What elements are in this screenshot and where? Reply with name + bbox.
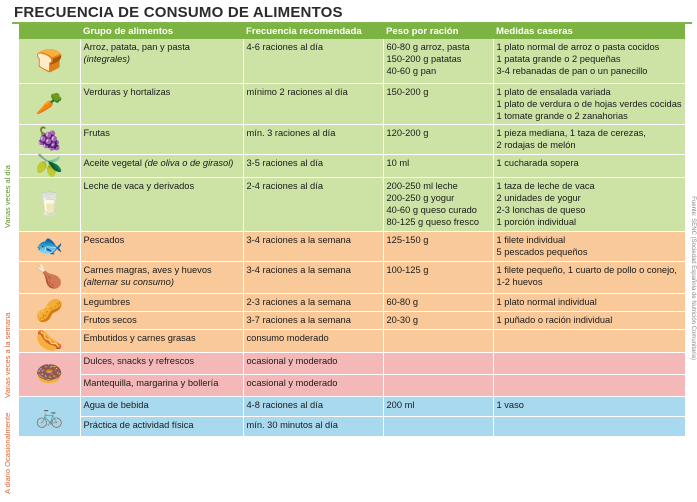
measures-cell bbox=[493, 39, 685, 83]
group-label: Frutos secos bbox=[83, 314, 137, 325]
sweets-icon: 🍩 bbox=[35, 361, 63, 386]
measures-line: 1 puñado o ración individual bbox=[496, 314, 613, 325]
weight-cell bbox=[383, 416, 493, 436]
measures-line: 2-3 lonchas de queso bbox=[496, 204, 586, 215]
group-note: (alternar su consumo) bbox=[83, 276, 174, 287]
group-label: Verduras y hortalizas bbox=[83, 86, 171, 97]
meat-icon: 🍗 bbox=[35, 264, 63, 289]
header-icon-col bbox=[19, 24, 80, 39]
weight-cell bbox=[383, 293, 493, 311]
group-cell bbox=[80, 177, 243, 231]
measures-cell bbox=[493, 231, 685, 261]
weight-line: 200-250 ml leche bbox=[386, 180, 458, 191]
measures-cell bbox=[493, 396, 685, 416]
frequency-cell: ocasional y moderado bbox=[243, 374, 383, 396]
fruit-icon: 🍇 bbox=[35, 126, 63, 151]
food-image-cell bbox=[19, 83, 80, 124]
table-header-row bbox=[19, 24, 685, 39]
measures-line: 1 plato de ensalada variada bbox=[496, 86, 611, 97]
group-label: Agua de bebida bbox=[83, 399, 149, 410]
weight-line: 150-200 g patatas bbox=[386, 54, 462, 64]
frequency-cell: 3-7 raciones a la semana bbox=[243, 311, 383, 329]
group-cell bbox=[80, 396, 243, 416]
measures-cell bbox=[493, 374, 685, 396]
table-row bbox=[19, 261, 685, 293]
group-label: Pescados bbox=[83, 234, 125, 245]
weight-line: 125-150 g bbox=[386, 234, 429, 245]
fish-icon: 🐟 bbox=[35, 233, 63, 258]
measures-line: 1-2 huevos bbox=[496, 276, 543, 287]
weight-cell bbox=[383, 396, 493, 416]
frequency-cell: 2-4 raciones al día bbox=[243, 177, 383, 231]
weight-line: 60-80 g arroz, pasta bbox=[386, 42, 470, 52]
measures-cell bbox=[493, 311, 685, 329]
table-row bbox=[19, 39, 685, 83]
food-frequency-table bbox=[19, 24, 686, 437]
weight-cell bbox=[383, 177, 493, 231]
measures-cell bbox=[493, 83, 685, 124]
frequency-cell: mín. 3 raciones al día bbox=[243, 124, 383, 154]
milk-icon: 🥛 bbox=[35, 191, 63, 216]
table-row bbox=[19, 83, 685, 124]
group-cell bbox=[80, 124, 243, 154]
vegetables-icon: 🥕 bbox=[35, 90, 63, 116]
food-image-cell bbox=[19, 329, 80, 352]
measures-line: 1 filete pequeño, 1 cuarto de pollo o conejo, bbox=[496, 264, 677, 275]
group-label: Arroz, patata, pan y pasta bbox=[83, 42, 190, 52]
frequency-cell: consumo moderado bbox=[243, 329, 383, 352]
table-row bbox=[19, 311, 685, 329]
side-label-daily: Varias veces al día bbox=[3, 165, 12, 228]
weight-line: 40-60 g pan bbox=[386, 66, 437, 76]
group-label: Dulces, snacks y refrescos bbox=[83, 355, 195, 366]
food-image-cell bbox=[19, 177, 80, 231]
frequency-cell: mínimo 2 raciones al día bbox=[243, 83, 383, 124]
table-row bbox=[19, 177, 685, 231]
food-image-cell bbox=[19, 231, 80, 261]
group-label: Legumbres bbox=[83, 296, 131, 307]
table-row bbox=[19, 416, 685, 436]
weight-cell bbox=[383, 329, 493, 352]
table-row bbox=[19, 352, 685, 374]
weight-line: 120-200 g bbox=[386, 127, 429, 138]
food-image-cell bbox=[19, 39, 80, 83]
frequency-cell: 2-3 raciones a la semana bbox=[243, 293, 383, 311]
frequency-cell: 3-4 raciones a la semana bbox=[243, 261, 383, 293]
table-row bbox=[19, 329, 685, 352]
table-row bbox=[19, 231, 685, 261]
measures-line: 1 filete individual bbox=[496, 234, 566, 245]
group-cell bbox=[80, 311, 243, 329]
weight-cell bbox=[383, 39, 493, 83]
group-label: Embutidos y carnes grasas bbox=[83, 332, 196, 343]
weight-line: 200-250 g yogur bbox=[386, 192, 455, 203]
food-image-cell bbox=[19, 261, 80, 293]
measures-line: 5 pescados pequeños bbox=[496, 246, 588, 257]
group-cell bbox=[80, 293, 243, 311]
measures-line: 1 taza de leche de vaca bbox=[496, 180, 595, 191]
weight-cell bbox=[383, 83, 493, 124]
group-cell bbox=[80, 83, 243, 124]
group-cell bbox=[80, 374, 243, 396]
header-frequency: Frecuencia recomendada bbox=[243, 24, 383, 39]
group-label: Frutas bbox=[83, 127, 110, 138]
table-row bbox=[19, 293, 685, 311]
food-image-cell bbox=[19, 293, 80, 329]
weight-line: 100-125 g bbox=[386, 264, 429, 275]
group-label: Leche de vaca y derivados bbox=[83, 180, 195, 191]
food-image-cell bbox=[19, 396, 80, 436]
weight-line: 10 ml bbox=[386, 157, 410, 168]
measures-cell bbox=[493, 416, 685, 436]
sausage-icon: 🌭 bbox=[35, 327, 63, 353]
group-label: Práctica de actividad física bbox=[83, 419, 194, 430]
group-label: Aceite vegetal bbox=[83, 157, 142, 168]
weight-cell bbox=[383, 231, 493, 261]
weight-cell bbox=[383, 154, 493, 177]
side-label-occasional: A diario Ocasionalmente bbox=[3, 412, 12, 494]
legumes-icon: 🥜 bbox=[35, 298, 63, 323]
header-weight: Peso por ración bbox=[383, 24, 493, 39]
measures-cell bbox=[493, 154, 685, 177]
frequency-cell: ocasional y moderado bbox=[243, 352, 383, 374]
measures-line: 1 plato de verdura o de hojas verdes cocidas bbox=[496, 98, 682, 109]
group-label: Mantequilla, margarina y bollería bbox=[83, 377, 219, 388]
side-label-weekly: Varias veces a la semana bbox=[3, 312, 12, 398]
weight-line: 60-80 g bbox=[386, 296, 419, 307]
frequency-cell: mín. 30 minutos al día bbox=[243, 416, 383, 436]
frequency-cell: 3-4 raciones a la semana bbox=[243, 231, 383, 261]
table-row bbox=[19, 396, 685, 416]
table-row bbox=[19, 374, 685, 396]
weight-cell bbox=[383, 261, 493, 293]
frequency-cell: 4-8 raciones al día bbox=[243, 396, 383, 416]
frequency-cell: 3-5 raciones al día bbox=[243, 154, 383, 177]
group-cell bbox=[80, 416, 243, 436]
measures-line: 1 plato normal individual bbox=[496, 296, 597, 307]
weight-line: 80-125 g queso fresco bbox=[386, 216, 480, 227]
bread-icon: 🍞 bbox=[35, 47, 63, 73]
group-note: (de oliva o de girasol) bbox=[144, 157, 234, 168]
page-title: FRECUENCIA DE CONSUMO DE ALIMENTOS bbox=[14, 4, 343, 21]
water-icon: 🚲 bbox=[35, 403, 63, 428]
group-cell bbox=[80, 39, 243, 83]
measures-line: 2 unidades de yogur bbox=[496, 192, 581, 203]
measures-line: 1 plato normal de arroz o pasta cocidos bbox=[496, 42, 660, 52]
header-measures: Medidas caseras bbox=[493, 24, 685, 39]
weight-line: 20-30 g bbox=[386, 314, 419, 325]
food-image-cell bbox=[19, 124, 80, 154]
group-cell bbox=[80, 261, 243, 293]
measures-cell bbox=[493, 177, 685, 231]
measures-cell bbox=[493, 293, 685, 311]
table-row bbox=[19, 154, 685, 177]
weight-line: 40-60 g queso curado bbox=[386, 204, 477, 215]
food-image-cell bbox=[19, 352, 80, 396]
weight-line: 150-200 g bbox=[386, 86, 429, 97]
measures-line: 2 rodajas de melón bbox=[496, 139, 576, 150]
measures-line: 1 cucharada sopera bbox=[496, 157, 579, 168]
group-cell bbox=[80, 231, 243, 261]
weight-cell bbox=[383, 311, 493, 329]
group-note: (integrales) bbox=[83, 54, 131, 64]
measures-line: 1 patata grande o 2 pequeñas bbox=[496, 54, 621, 64]
measures-line: 1 pieza mediana, 1 taza de cerezas, bbox=[496, 127, 646, 138]
weight-cell bbox=[383, 124, 493, 154]
food-image-cell bbox=[19, 154, 80, 177]
weight-cell bbox=[383, 374, 493, 396]
oil-icon: 🫒 bbox=[35, 152, 63, 178]
table-row bbox=[19, 124, 685, 154]
header-group: Grupo de alimentos bbox=[80, 24, 243, 39]
measures-line: 1 porción individual bbox=[496, 216, 577, 227]
measures-cell bbox=[493, 329, 685, 352]
measures-cell bbox=[493, 124, 685, 154]
group-cell bbox=[80, 329, 243, 352]
measures-line: 3-4 rebanadas de pan o un panecillo bbox=[496, 66, 648, 76]
group-cell bbox=[80, 154, 243, 177]
weight-cell bbox=[383, 352, 493, 374]
group-cell bbox=[80, 352, 243, 374]
group-label: Carnes magras, aves y huevos bbox=[83, 264, 212, 275]
measures-cell bbox=[493, 261, 685, 293]
source-credit: Fuente: SENC (Sociedad Española de Nutrición Comunitaria) bbox=[690, 196, 696, 360]
measures-cell bbox=[493, 352, 685, 374]
measures-line: 1 tomate grande o 2 zanahorias bbox=[496, 110, 628, 121]
frequency-cell: 4-6 raciones al día bbox=[243, 39, 383, 83]
table-body bbox=[19, 39, 685, 436]
measures-line: 1 vaso bbox=[496, 399, 524, 410]
weight-line: 200 ml bbox=[386, 399, 415, 410]
